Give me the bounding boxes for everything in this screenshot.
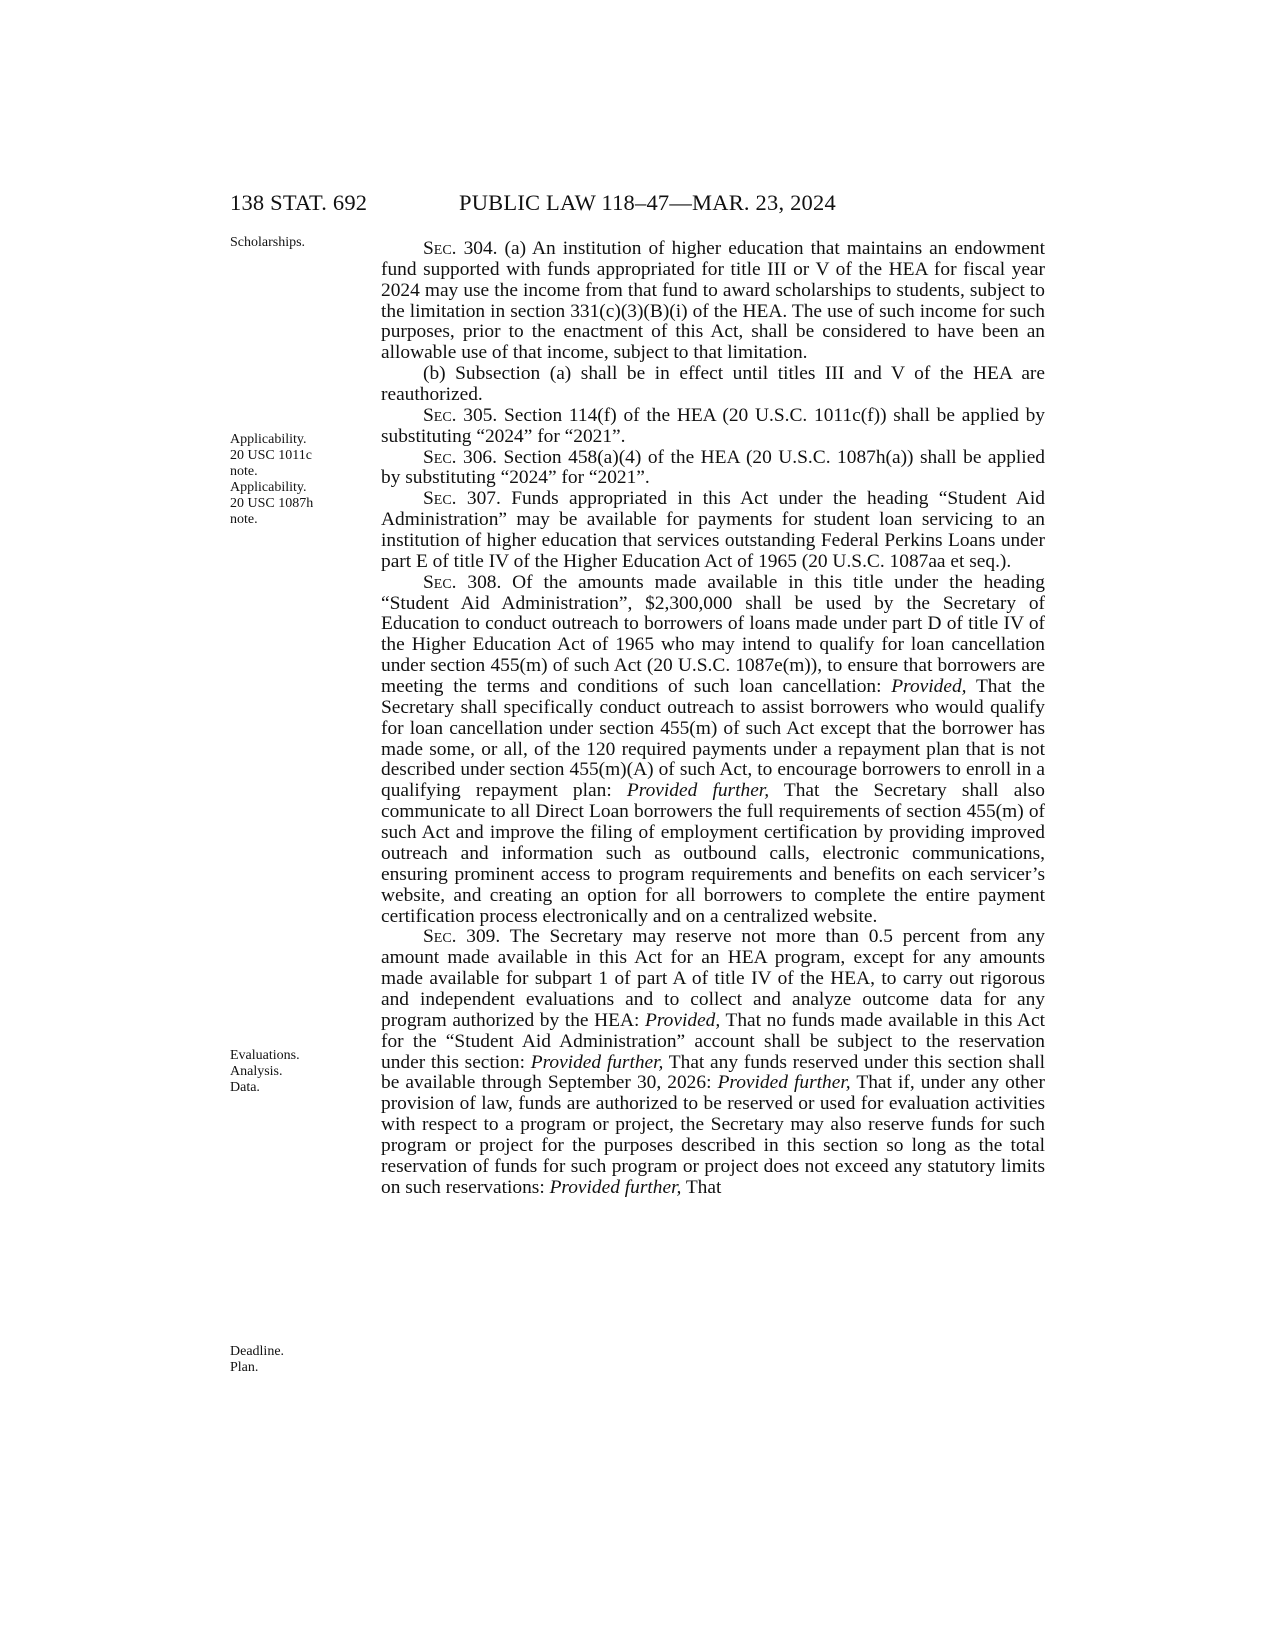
sec-label: Sec. [423,488,457,510]
proviso-label: Provided further, [626,780,770,802]
public-law-title: PUBLIC LAW 118–47—MAR. 23, 2024 [459,190,836,215]
paragraph-text: 307. Funds appropriated in this Act under the heading “Student Aid Administration” may be available for payments for student loan servicing to an institution of higher education that services outstanding Federal Perkins Loans under part E of title IV of the Higher Education Act of 1965 (20 U.S.C. 1087aa et seq.). [381,488,1045,572]
section-309 [381,927,1045,1198]
proviso-label: Provided, [645,1009,721,1031]
margin-note-line: 20 USC 1087h [230,496,314,511]
margin-note-line: Evaluations. [230,1048,300,1063]
paragraph-text: 304. (a) An institution of higher education that maintains an endowment fund supported with funds appropriated for title III or V of the HEA for fiscal year 2024 may use the income from that fund to award scholarships to students, subject to the limitation in section 331(c)(3)(B)(i) of the HEA. The use of such income for such purposes, prior to the enactment of this Act, shall be considered to have been an allowable use of that income, subject to that limitation. [381,238,1045,364]
margin-note-scholarships [230,235,350,251]
sec-label: Sec. [423,571,457,593]
margin-note-line: Analysis. [230,1064,283,1079]
sec-label: Sec. [423,404,457,426]
paragraph-text: That the Secretary shall also communicate to all Direct Loan borrowers the full requirements of section 455(m) of such Act and improve the filing of employment certification by providing improved outreach and information such as outbound calls, electronic communications, ensuring prominent access to program requirements and benefits on each servicer’s website, and creating an option for all borrowers to complete the entire payment certification process electronically and on a centralized website. [381,780,1045,927]
sec-label: Sec. [423,446,457,468]
proviso-label: Provided further, [717,1072,851,1094]
margin-note-line: Data. [230,1080,260,1095]
paragraph-text: That if, under any other provision of law, funds are authorized to be reserved or used for evaluation activities with respect to a program or project, the Secretary may also reserve funds for such program or project for the purposes described in this section so long as the total reservation of funds for such program or project does not exceed any statutory limits on such reservations: [381,1072,1045,1198]
proviso-label: Provided, [891,676,967,698]
section-307 [381,489,1045,572]
section-308 [381,573,1045,928]
paragraph-text: 309. The Secretary may reserve not more than 0.5 percent from any amount made available in this Act for an HEA program, except for any amounts made available for subpart 1 of part A of title IV of the HEA, to carry out rigorous and independent evaluations and to collect and analyze outcome data for any program authorized by the HEA: [381,926,1045,1031]
margin-note-line: Deadline. [230,1344,285,1359]
paragraph-text: 308. Of the amounts made available in this title under the heading “Student Aid Administration”, $2,300,000 shall be used by the Secretary of Education to conduct outreach to borrowers of loans made under part D of title IV of the Higher Education Act of 1965 who may intend to qualify for loan cancellation under section 455(m) of such Act (20 U.S.C. 1087e(m)), to ensure that borrowers are meeting the terms and conditions of such loan cancellation: [381,571,1045,698]
stat-page-reference: 138 STAT. 692 [230,190,368,215]
margin-note-line: Plan. [230,1360,259,1375]
sec-label: Sec. [423,238,457,259]
proviso-label: Provided further, [549,1176,682,1198]
paragraph-text: That any funds reserved under this section shall be available through September 30, 2026: [381,1051,1045,1094]
paragraph-text: 305. Section 114(f) of the HEA (20 U.S.C. 1011c(f)) shall be applied by substituting “2024” for “2021”. [381,404,1045,447]
statute-body [381,239,1045,1199]
paragraph-text: (b) Subsection (a) shall be in effect until titles III and V of the HEA are reauthorized. [381,363,1045,406]
margin-note-line: 20 USC 1011c [230,448,312,463]
sec-label: Sec. [423,926,457,948]
margin-note-evaluations [230,1048,350,1096]
margin-note-line: Applicability. [230,432,307,447]
section-304-a [381,239,1045,364]
margin-note-line: Scholarships. [230,235,306,250]
paragraph-text: 306. Section 458(a)(4) of the HEA (20 U.S.C. 1087h(a)) shall be applied by substituting “2024” for “2021”. [381,446,1045,489]
margin-note-line: Applicability. [230,480,307,495]
paragraph-text: That [681,1176,722,1198]
margin-note-line: note. [230,464,258,479]
margin-note-line: note. [230,512,258,527]
section-304-b [381,364,1045,406]
page-header [230,190,1040,220]
proviso-label: Provided further, [530,1051,664,1073]
margin-note-applicability [230,432,350,528]
paragraph-text: That the Secretary shall specifically conduct outreach to assist borrowers who would qualify for loan cancellation under section 455(m) of such Act except that the borrower has made some, or all, of the 120 required payments under a repayment plan that is not described under section 455(m)(A) of such Act, to encourage borrowers to enroll in a qualifying repayment plan: [381,676,1045,802]
section-305 [381,406,1045,448]
margin-note-deadline [230,1344,350,1376]
paragraph-text: That no funds made available in this Act for the “Student Aid Administration” account shall be subject to the reservation under this section: [381,1009,1045,1073]
section-306 [381,448,1045,490]
